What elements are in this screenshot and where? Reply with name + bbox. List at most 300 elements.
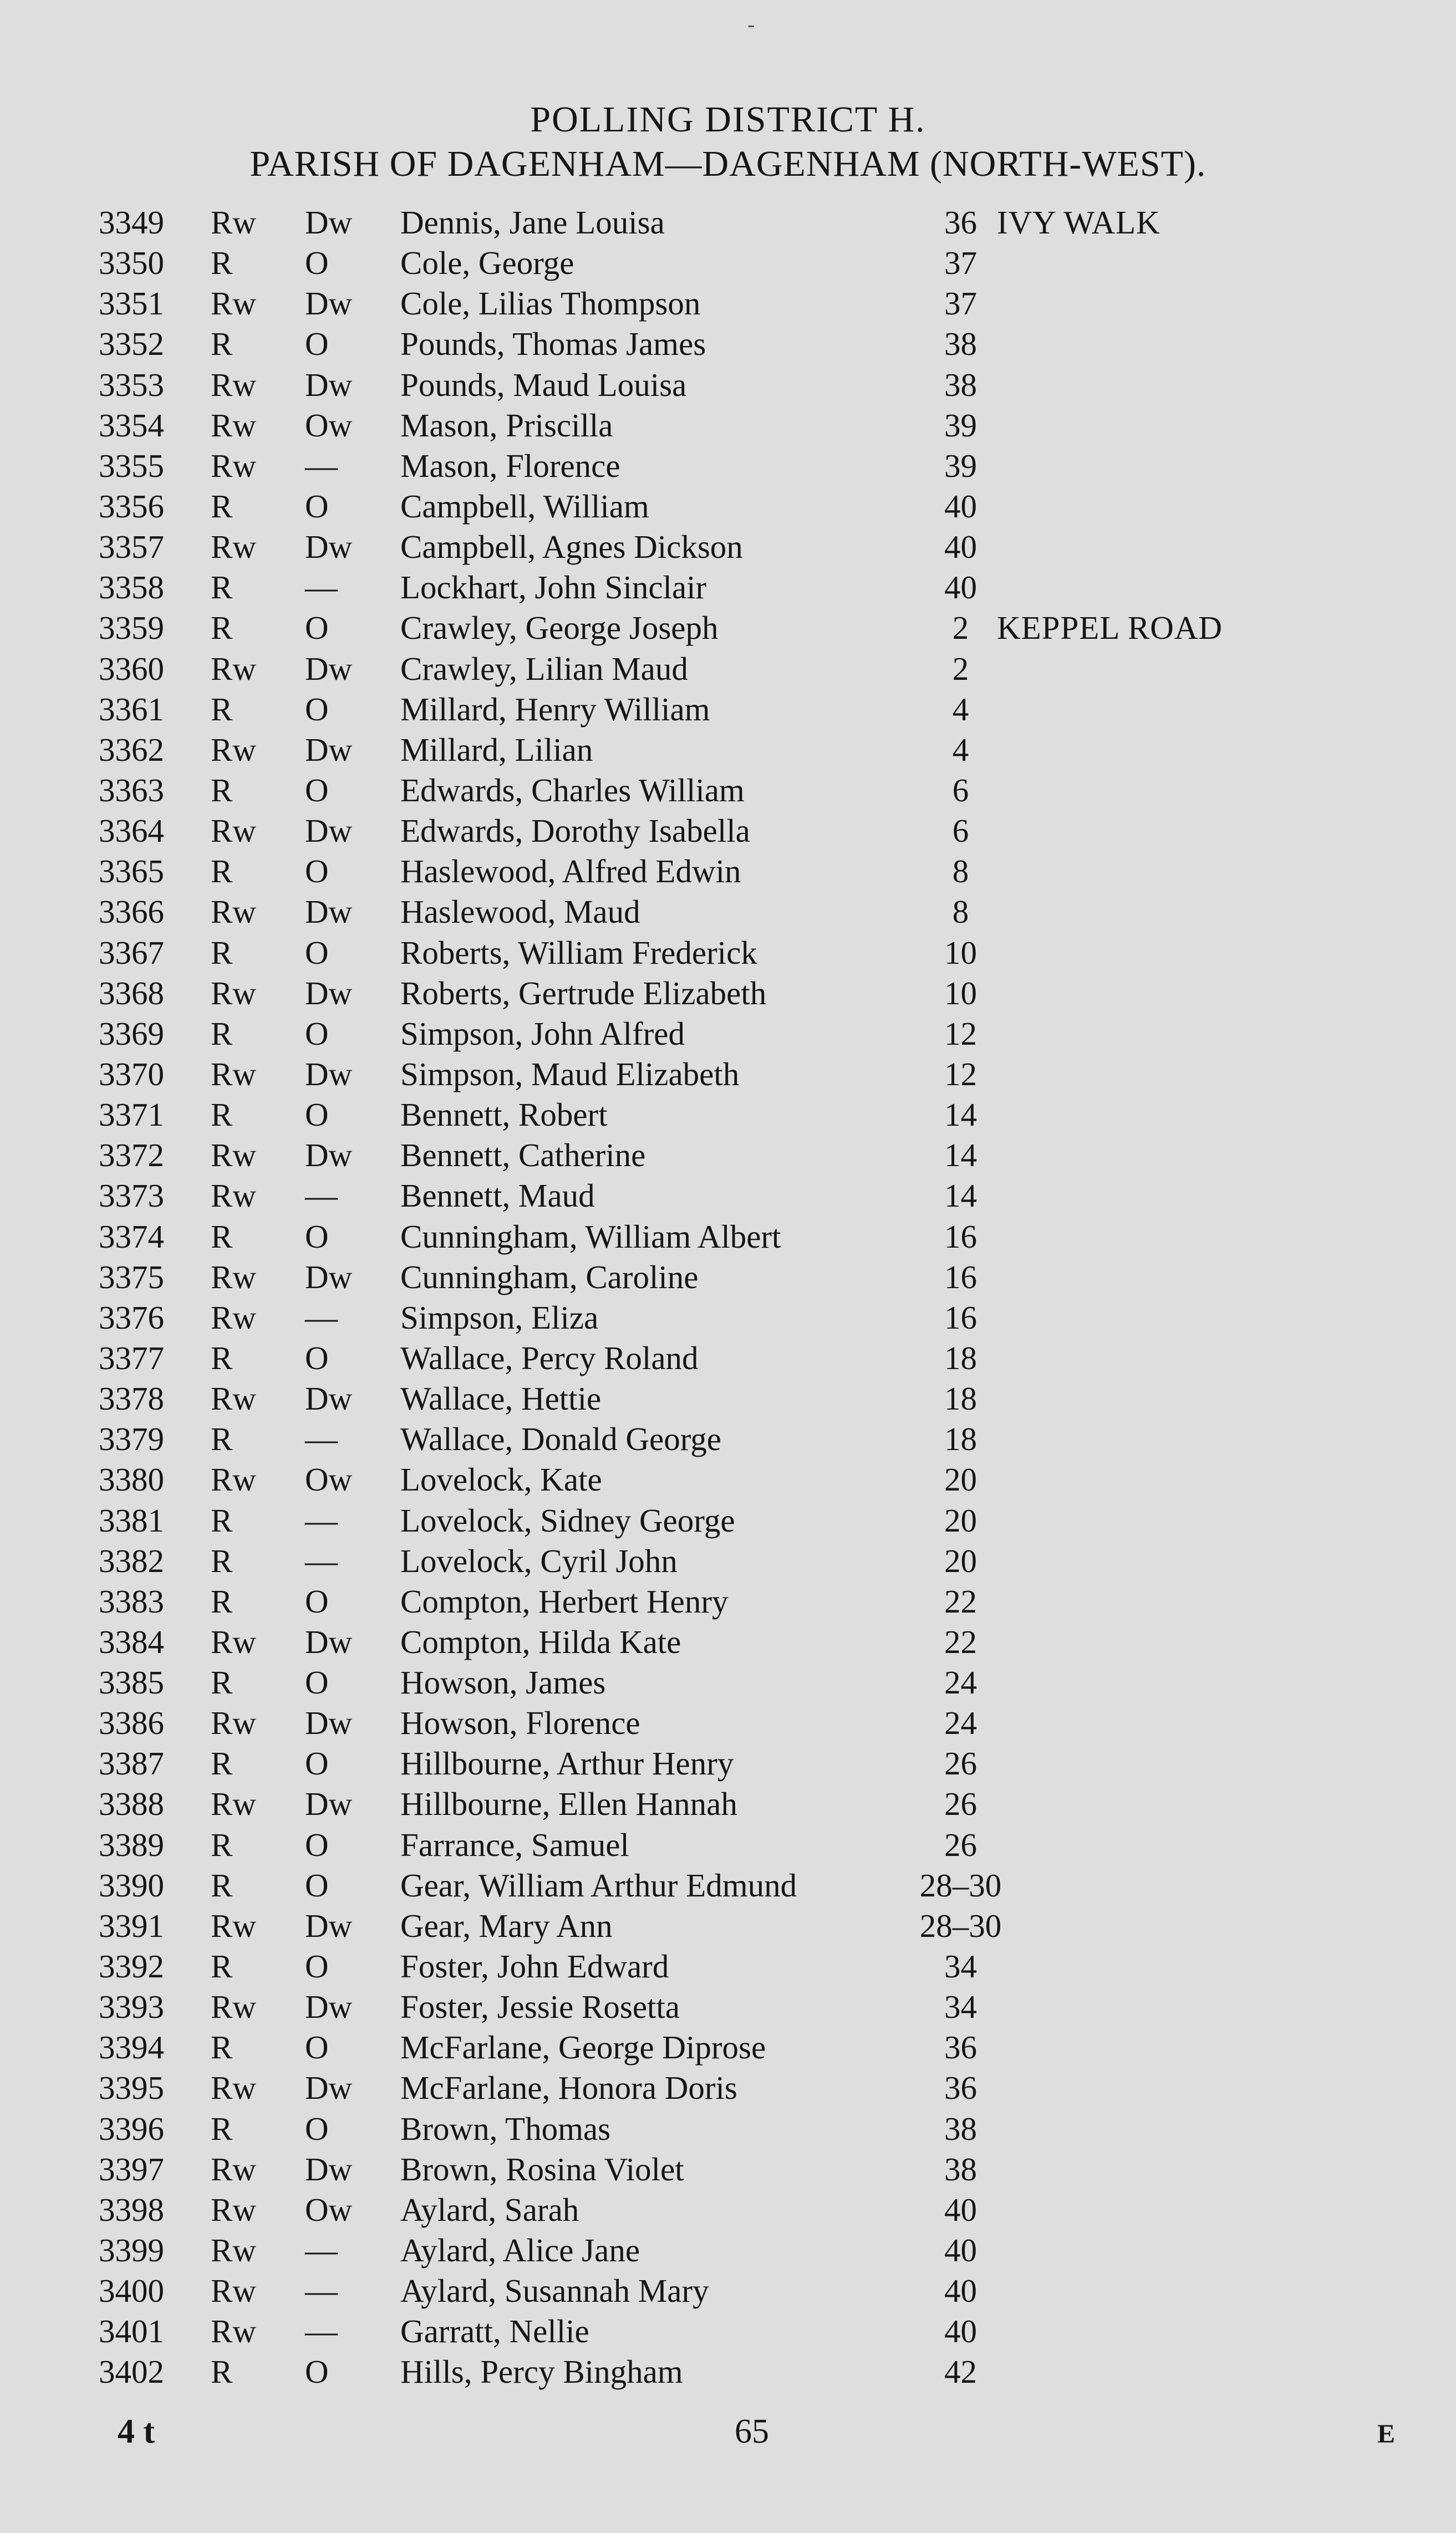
elector-name: Wallace, Hettie — [400, 1380, 602, 1417]
qualification-residence: Rw — [211, 650, 256, 687]
elector-name: Millard, Henry William — [400, 690, 710, 728]
table-row — [0, 1703, 1456, 1743]
qualification-residence: Rw — [211, 1705, 256, 1742]
qualification-other: Ow — [305, 1461, 353, 1498]
house-number: 34 — [944, 1988, 977, 2026]
table-row — [0, 2352, 1456, 2392]
street-name: KEPPEL ROAD — [997, 609, 1223, 647]
elector-name: Hillbourne, Arthur Henry — [400, 1745, 734, 1782]
qualification-other: — — [305, 2272, 338, 2310]
elector-number: 3368 — [99, 974, 164, 1011]
qualification-other: Dw — [305, 1258, 353, 1295]
qualification-other: Ow — [305, 406, 353, 444]
elector-name: Gear, William Arthur Edmund — [400, 1866, 797, 1904]
elector-number: 3376 — [99, 1299, 164, 1336]
elector-number: 3402 — [99, 2353, 164, 2390]
elector-name: Lovelock, Sidney George — [400, 1502, 735, 1539]
qualification-other: Ow — [305, 2191, 353, 2228]
elector-name: Haslewood, Maud — [400, 893, 640, 930]
elector-name: Cunningham, William Albert — [400, 1218, 781, 1255]
table-row — [0, 2190, 1456, 2230]
table-row — [0, 2109, 1456, 2149]
qualification-other: — — [305, 2313, 338, 2350]
qualification-other: Dw — [305, 1623, 353, 1660]
elector-name: Haslewood, Alfred Edwin — [400, 853, 741, 890]
qualification-residence: R — [211, 690, 233, 728]
table-row — [0, 1217, 1456, 1257]
elector-name: McFarlane, George Diprose — [400, 2029, 766, 2066]
qualification-residence: R — [211, 853, 233, 890]
elector-number: 3397 — [99, 2150, 164, 2188]
elector-name: Howson, James — [400, 1664, 606, 1701]
qualification-residence: R — [211, 1218, 233, 1255]
qualification-other: O — [305, 1096, 329, 1133]
table-row — [0, 324, 1456, 364]
house-number: 38 — [944, 2110, 977, 2147]
elector-name: Lovelock, Kate — [400, 1461, 602, 1498]
house-number: 14 — [944, 1177, 977, 1214]
elector-name: Farrance, Samuel — [400, 1826, 629, 1863]
table-row — [0, 1581, 1456, 1622]
qualification-other: — — [305, 1502, 338, 1539]
house-number: 12 — [944, 1015, 977, 1052]
elector-number: 3388 — [99, 1786, 164, 1823]
elector-number: 3396 — [99, 2110, 164, 2147]
house-number: 40 — [944, 2232, 977, 2269]
house-number: 28–30 — [919, 1907, 1002, 1944]
district-heading: POLLING DISTRICT H. — [530, 99, 926, 140]
table-row — [0, 1906, 1456, 1946]
table-row — [0, 1987, 1456, 2027]
elector-number: 3362 — [99, 731, 164, 768]
elector-name: Mason, Priscilla — [400, 406, 613, 444]
elector-number: 3358 — [99, 569, 164, 606]
qualification-other: Dw — [305, 731, 353, 768]
table-row — [0, 851, 1456, 892]
table-row — [0, 243, 1456, 283]
house-number: 16 — [944, 1299, 977, 1336]
table-row — [0, 1338, 1456, 1379]
table-row — [0, 405, 1456, 446]
qualification-other: — — [305, 447, 338, 484]
elector-number: 3377 — [99, 1339, 164, 1376]
qualification-other: O — [305, 487, 329, 525]
elector-number: 3380 — [99, 1461, 164, 1498]
qualification-residence: R — [211, 1826, 233, 1863]
qualification-residence: Rw — [211, 447, 256, 484]
qualification-other: O — [305, 245, 329, 282]
elector-name: Bennett, Robert — [400, 1096, 608, 1133]
elector-number: 3371 — [99, 1096, 164, 1133]
street-name: IVY WALK — [997, 204, 1160, 241]
elector-number: 3386 — [99, 1705, 164, 1742]
elector-name: Garratt, Nellie — [400, 2313, 589, 2350]
elector-number: 3400 — [99, 2272, 164, 2310]
house-number: 40 — [944, 528, 977, 566]
qualification-other: — — [305, 569, 338, 606]
qualification-residence: R — [211, 2353, 233, 2390]
elector-number: 3360 — [99, 650, 164, 687]
table-row — [0, 1298, 1456, 1338]
elector-name: Dennis, Jane Louisa — [400, 204, 665, 241]
elector-name: Howson, Florence — [400, 1705, 640, 1742]
table-row — [0, 2027, 1456, 2068]
house-number: 40 — [944, 569, 977, 606]
table-row — [0, 1865, 1456, 1906]
house-number: 10 — [944, 974, 977, 1011]
elector-name: Foster, John Edward — [400, 1948, 669, 1985]
house-number: 24 — [944, 1664, 977, 1701]
qualification-residence: Rw — [211, 1461, 256, 1498]
elector-number: 3378 — [99, 1380, 164, 1417]
elector-name: Cole, George — [400, 245, 574, 282]
elector-name: Pounds, Maud Louisa — [400, 366, 687, 403]
elector-name: Simpson, John Alfred — [400, 1015, 685, 1052]
elector-number: 3394 — [99, 2029, 164, 2066]
qualification-other: O — [305, 1664, 329, 1701]
qualification-residence: R — [211, 2110, 233, 2147]
house-number: 24 — [944, 1705, 977, 1742]
qualification-residence: R — [211, 609, 233, 647]
qualification-other: — — [305, 1421, 338, 1458]
table-row — [0, 730, 1456, 770]
house-number: 26 — [944, 1826, 977, 1863]
elector-number: 3363 — [99, 771, 164, 808]
qualification-residence: Rw — [211, 1907, 256, 1944]
table-row — [0, 1501, 1456, 1541]
table-row — [0, 1095, 1456, 1135]
qualification-residence: Rw — [211, 1988, 256, 2026]
signature-mark: 4 t — [118, 2413, 155, 2450]
qualification-other: O — [305, 609, 329, 647]
qualification-other: Dw — [305, 366, 353, 403]
table-row — [0, 2230, 1456, 2271]
table-row — [0, 1946, 1456, 1987]
elector-number: 3350 — [99, 245, 164, 282]
house-number: 42 — [944, 2353, 977, 2390]
elector-name: Aylard, Alice Jane — [400, 2232, 640, 2269]
elector-number: 3351 — [99, 285, 164, 322]
house-number: 16 — [944, 1218, 977, 1255]
house-number: 36 — [944, 2069, 977, 2107]
house-number: 18 — [944, 1380, 977, 1417]
house-number: 2 — [952, 609, 969, 647]
elector-number: 3372 — [99, 1137, 164, 1174]
qualification-other: O — [305, 325, 329, 363]
elector-name: Roberts, Gertrude Elizabeth — [400, 974, 767, 1011]
elector-name: Brown, Thomas — [400, 2110, 611, 2147]
qualification-residence: Rw — [211, 528, 256, 566]
qualification-residence: Rw — [211, 812, 256, 850]
qualification-other: Dw — [305, 1055, 353, 1092]
qualification-other: Dw — [305, 1907, 353, 1944]
qualification-residence: R — [211, 1542, 233, 1579]
qualification-other: Dw — [305, 893, 353, 930]
elector-number: 3365 — [99, 853, 164, 890]
table-row — [0, 1014, 1456, 1054]
elector-number: 3359 — [99, 609, 164, 647]
house-number: 36 — [944, 2029, 977, 2066]
elector-name: Wallace, Percy Roland — [400, 1339, 699, 1376]
elector-number: 3391 — [99, 1907, 164, 1944]
elector-number: 3352 — [99, 325, 164, 363]
qualification-residence: R — [211, 2029, 233, 2066]
qualification-residence: Rw — [211, 366, 256, 403]
elector-number: 3390 — [99, 1866, 164, 1904]
qualification-residence: Rw — [211, 1137, 256, 1174]
qualification-other: O — [305, 2029, 329, 2066]
table-row — [0, 1176, 1456, 1216]
elector-number: 3387 — [99, 1745, 164, 1782]
house-number: 39 — [944, 447, 977, 484]
house-number: 40 — [944, 2313, 977, 2350]
qualification-other: O — [305, 1015, 329, 1052]
table-row — [0, 2311, 1456, 2352]
parish-heading: PARISH OF DAGENHAM—DAGENHAM (NORTH-WEST). — [250, 144, 1206, 184]
house-number: 20 — [944, 1461, 977, 1498]
qualification-residence: R — [211, 569, 233, 606]
table-row — [0, 446, 1456, 486]
qualification-other: O — [305, 853, 329, 890]
house-number: 2 — [952, 650, 969, 687]
house-number: 28–30 — [919, 1866, 1002, 1904]
qualification-residence: Rw — [211, 285, 256, 322]
house-number: 37 — [944, 245, 977, 282]
elector-number: 3384 — [99, 1623, 164, 1660]
elector-name: Millard, Lilian — [400, 731, 593, 768]
qualification-residence: Rw — [211, 2272, 256, 2310]
elector-name: Compton, Herbert Henry — [400, 1583, 729, 1620]
house-number: 4 — [952, 731, 969, 768]
elector-name: Bennett, Catherine — [400, 1137, 646, 1174]
table-row — [0, 365, 1456, 405]
house-number: 20 — [944, 1542, 977, 1579]
qualification-other: O — [305, 2110, 329, 2147]
qualification-other: O — [305, 690, 329, 728]
top-mark: - — [747, 12, 755, 37]
qualification-other: Dw — [305, 2150, 353, 2188]
qualification-other: Dw — [305, 1137, 353, 1174]
table-row — [0, 1135, 1456, 1176]
qualification-residence: R — [211, 1866, 233, 1904]
qualification-residence: Rw — [211, 2069, 256, 2107]
house-number: 22 — [944, 1583, 977, 1620]
elector-number: 3385 — [99, 1664, 164, 1701]
table-row — [0, 608, 1456, 648]
elector-number: 3382 — [99, 1542, 164, 1579]
qualification-residence: R — [211, 1745, 233, 1782]
qualification-residence: Rw — [211, 204, 256, 241]
table-row — [0, 1622, 1456, 1662]
table-row — [0, 486, 1456, 527]
qualification-residence: Rw — [211, 1299, 256, 1336]
table-row — [0, 933, 1456, 973]
qualification-other: O — [305, 1583, 329, 1620]
elector-number: 3399 — [99, 2232, 164, 2269]
qualification-residence: R — [211, 245, 233, 282]
table-row — [0, 649, 1456, 689]
qualification-residence: Rw — [211, 893, 256, 930]
elector-name: Campbell, Agnes Dickson — [400, 528, 743, 566]
qualification-residence: R — [211, 1502, 233, 1539]
elector-number: 3367 — [99, 934, 164, 971]
table-row — [0, 689, 1456, 730]
qualification-other: O — [305, 1745, 329, 1782]
qualification-other: O — [305, 1826, 329, 1863]
qualification-other: Dw — [305, 974, 353, 1011]
table-row — [0, 2068, 1456, 2108]
house-number: 40 — [944, 2191, 977, 2228]
table-row — [0, 1459, 1456, 1500]
page-number: 65 — [735, 2413, 769, 2450]
elector-number: 3383 — [99, 1583, 164, 1620]
qualification-residence: Rw — [211, 1623, 256, 1660]
elector-name: Edwards, Charles William — [400, 771, 745, 808]
qualification-residence: R — [211, 1948, 233, 1985]
table-row — [0, 1054, 1456, 1095]
qualification-residence: R — [211, 325, 233, 363]
house-number: 39 — [944, 406, 977, 444]
qualification-residence: R — [211, 1339, 233, 1376]
elector-number: 3357 — [99, 528, 164, 566]
house-number: 40 — [944, 2272, 977, 2310]
elector-number: 3370 — [99, 1055, 164, 1092]
qualification-other: Dw — [305, 285, 353, 322]
house-number: 20 — [944, 1502, 977, 1539]
house-number: 6 — [952, 812, 969, 850]
qualification-residence: Rw — [211, 2232, 256, 2269]
qualification-other: — — [305, 1542, 338, 1579]
qualification-other: — — [305, 1177, 338, 1214]
qualification-residence: Rw — [211, 1177, 256, 1214]
qualification-residence: R — [211, 1664, 233, 1701]
qualification-residence: Rw — [211, 1786, 256, 1823]
elector-name: Roberts, William Frederick — [400, 934, 757, 971]
qualification-residence: Rw — [211, 731, 256, 768]
qualification-residence: R — [211, 1015, 233, 1052]
elector-number: 3364 — [99, 812, 164, 850]
elector-number: 3361 — [99, 690, 164, 728]
house-number: 8 — [952, 853, 969, 890]
qualification-residence: Rw — [211, 1055, 256, 1092]
elector-number: 3354 — [99, 406, 164, 444]
elector-name: Mason, Florence — [400, 447, 620, 484]
house-number: 26 — [944, 1786, 977, 1823]
qualification-residence: Rw — [211, 1380, 256, 1417]
qualification-residence: R — [211, 487, 233, 525]
qualification-residence: Rw — [211, 1258, 256, 1295]
qualification-residence: R — [211, 1421, 233, 1458]
house-number: 26 — [944, 1745, 977, 1782]
qualification-residence: R — [211, 771, 233, 808]
house-number: 12 — [944, 1055, 977, 1092]
qualification-other: O — [305, 771, 329, 808]
qualification-residence: Rw — [211, 2313, 256, 2350]
table-row — [0, 811, 1456, 851]
house-number: 36 — [944, 204, 977, 241]
house-number: 37 — [944, 285, 977, 322]
table-row — [0, 1784, 1456, 1824]
table-row — [0, 202, 1456, 243]
table-row — [0, 1541, 1456, 1581]
qualification-other: Dw — [305, 812, 353, 850]
table-row — [0, 1825, 1456, 1865]
elector-number: 3353 — [99, 366, 164, 403]
qualification-residence: Rw — [211, 2191, 256, 2228]
house-number: 38 — [944, 325, 977, 363]
edition-mark: E — [1377, 2419, 1396, 2449]
elector-name: Edwards, Dorothy Isabella — [400, 812, 750, 850]
qualification-other: Dw — [305, 1786, 353, 1823]
qualification-residence: Rw — [211, 2150, 256, 2188]
house-number: 40 — [944, 487, 977, 525]
table-row — [0, 283, 1456, 324]
elector-name: Cole, Lilias Thompson — [400, 285, 701, 322]
qualification-residence: R — [211, 934, 233, 971]
table-row — [0, 1379, 1456, 1419]
qualification-other: — — [305, 2232, 338, 2269]
house-number: 16 — [944, 1258, 977, 1295]
elector-number: 3392 — [99, 1948, 164, 1985]
elector-number: 3375 — [99, 1258, 164, 1295]
qualification-other: O — [305, 1339, 329, 1376]
elector-number: 3366 — [99, 893, 164, 930]
elector-number: 3395 — [99, 2069, 164, 2107]
elector-name: Pounds, Thomas James — [400, 325, 706, 363]
house-number: 8 — [952, 893, 969, 930]
elector-number: 3393 — [99, 1988, 164, 2026]
table-row — [0, 567, 1456, 608]
qualification-other: Dw — [305, 528, 353, 566]
elector-name: Brown, Rosina Violet — [400, 2150, 684, 2188]
elector-name: Hillbourne, Ellen Hannah — [400, 1786, 737, 1823]
elector-name: McFarlane, Honora Doris — [400, 2069, 737, 2107]
table-row — [0, 2271, 1456, 2311]
qualification-other: — — [305, 1299, 338, 1336]
qualification-residence: R — [211, 1096, 233, 1133]
table-row — [0, 1257, 1456, 1298]
elector-name: Simpson, Maud Elizabeth — [400, 1055, 740, 1092]
elector-name: Aylard, Susannah Mary — [400, 2272, 709, 2310]
house-number: 38 — [944, 366, 977, 403]
elector-name: Lockhart, John Sinclair — [400, 569, 707, 606]
house-number: 14 — [944, 1137, 977, 1174]
elector-name: Crawley, George Joseph — [400, 609, 719, 647]
elector-number: 3398 — [99, 2191, 164, 2228]
elector-name: Campbell, William — [400, 487, 649, 525]
elector-name: Gear, Mary Ann — [400, 1907, 613, 1944]
qualification-other: Dw — [305, 204, 353, 241]
elector-name: Bennett, Maud — [400, 1177, 595, 1214]
house-number: 22 — [944, 1623, 977, 1660]
table-row — [0, 770, 1456, 811]
qualification-residence: R — [211, 1583, 233, 1620]
qualification-other: Dw — [305, 650, 353, 687]
elector-number: 3349 — [99, 204, 164, 241]
house-number: 4 — [952, 690, 969, 728]
qualification-other: Dw — [305, 1380, 353, 1417]
elector-number: 3373 — [99, 1177, 164, 1214]
table-row — [0, 1419, 1456, 1459]
elector-name: Compton, Hilda Kate — [400, 1623, 681, 1660]
elector-number: 3389 — [99, 1826, 164, 1863]
house-number: 38 — [944, 2150, 977, 2188]
qualification-residence: Rw — [211, 974, 256, 1011]
qualification-other: O — [305, 1948, 329, 1985]
elector-number: 3369 — [99, 1015, 164, 1052]
elector-name: Simpson, Eliza — [400, 1299, 599, 1336]
table-row — [0, 1662, 1456, 1703]
